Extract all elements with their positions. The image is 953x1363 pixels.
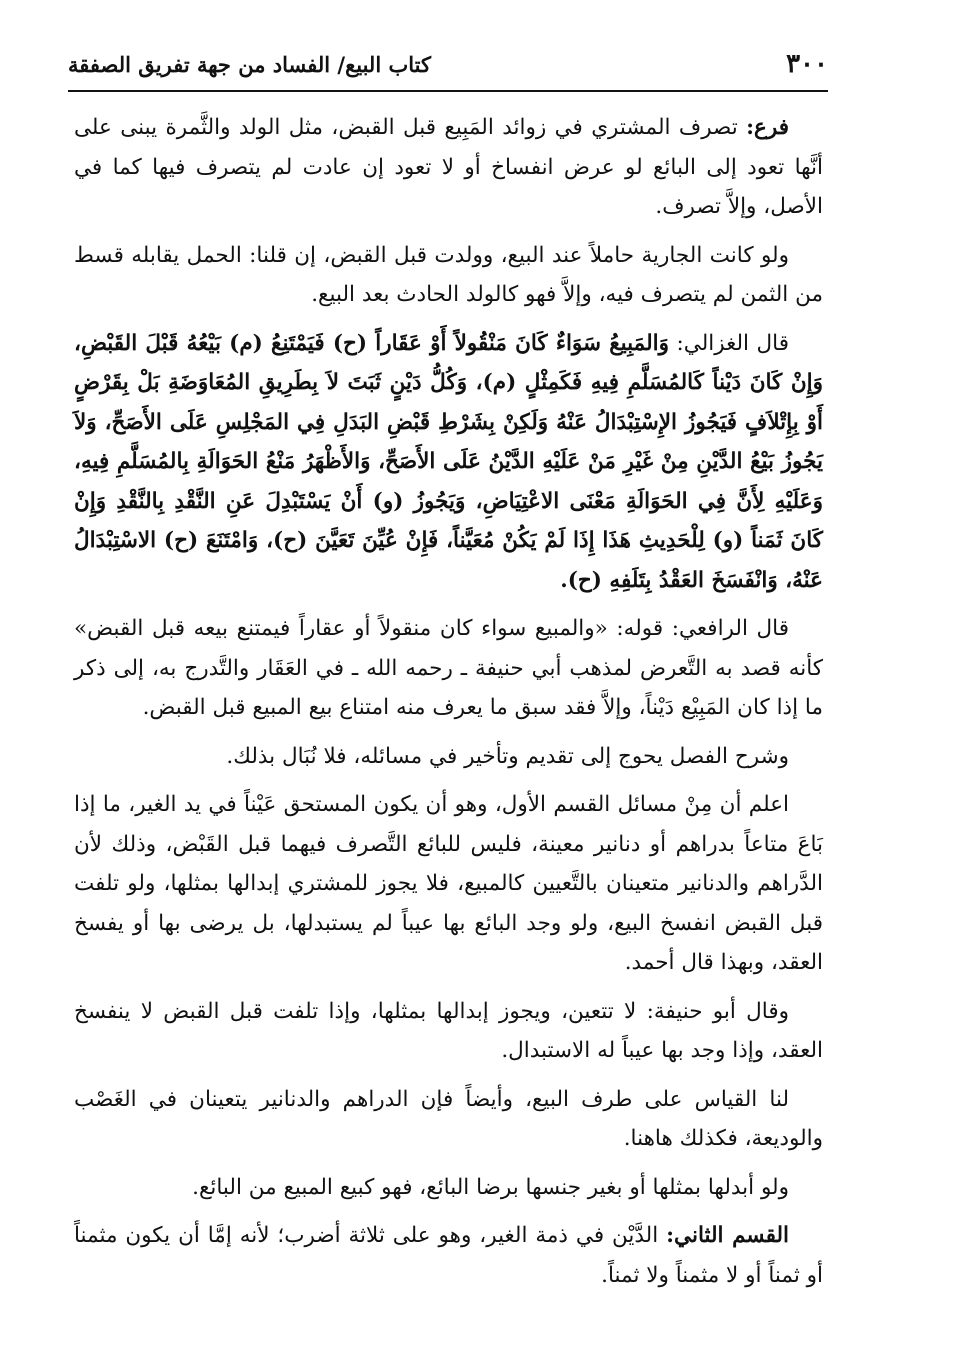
paragraph-far [74,108,823,227]
page-header [68,38,828,92]
paragraph-text: الدَّيْن في ذمة الغير، وهو على ثلاثة أضرب؛ لأنه إمَّا أن يكون مثمناً أو ثمناً أو لا مثمناً ولا ثمناً. [74,1223,823,1288]
paragraph-text: لنا القياس على طرف البيع، وأيضاً فإن الدراهم والدنانير يتعينان في الغَصْب والوديعة، فكذلك هاهنا. [74,1086,823,1151]
paragraph-analogy [74,1080,823,1159]
paragraph-text: وشرح الفصل يحوج إلى تقديم وتأخير في مسائله، فلا نُبَال بذلك. [226,743,789,769]
paragraph-exchange [74,1168,823,1208]
page-body [74,108,823,1343]
paragraph-text: ولو كانت الجارية حاملاً عند البيع، وولدت قبل القبض، إن قلنا: الحمل يقابله قسط من الثمن لم يتصرف فيه، وإلاَّ فهو كالولد الحادث بعد البيع. [74,242,823,307]
paragraph-pregnant-slave [74,236,823,315]
paragraph-text: اعلم أن مِنْ مسائل القسم الأول، وهو أن يكون المستحق عَيْناً في يد الغير، ما إذا بَاعَ متاعاً بدراهم أو دنانير معينة، فليس للبائع التَّصرف فيهما قبل القَبْض، وذلك لأن الدَّراهم والدنانير متعينان بالتَّعيين كالمبيع، فلا يجوز للمشتري إبدالها بمثلها، ولو تلفت قبل القبض انفسخ البيع، ولو وجد البائع بها عيباً لم يستبدلها، بل يرضى بها أو يفسخ العقد، وبهذا قال أحمد. [74,792,823,975]
paragraph-ghazali-matn [74,324,823,601]
paragraph-abu-hanifa [74,992,823,1071]
page-number: ٣٠٠ [786,49,828,79]
paragraph-text: وقال أبو حنيفة: لا تتعين، ويجوز إبدالها بمثلها، وإذا تلفت قبل القبض لا ينفسخ العقد، وإذا وجد بها عيباً له الاستبدال. [74,998,823,1063]
paragraph-lead: فرع: [746,115,789,140]
paragraph-second-section [74,1216,823,1295]
running-title: كتاب البيع/ الفساد من جهة تفريق الصفقة [68,51,431,77]
paragraph-first-section [74,785,823,983]
paragraph-rafii-commentary [74,609,823,728]
paragraph-text: قوله: «والمبيع سواء كان منقولاً أو عقاراً فيمتنع بيعه قبل القبض» كأنه قصد به التَّعرض لمذهب أبي حنيفة ـ رحمه الله ـ في العَقَار والتَّدرج به، إلى ذكر ما إذا كان المَبِيْع دَيْناً، وإلاَّ فقد سبق ما يعرف منه امتناع بيع المبيع قبل القبض. [74,616,823,720]
paragraph-explanation-note [74,737,823,777]
paragraph-lead: القسم الثاني: [666,1223,789,1248]
paragraph-text: تصرف المشتري في زوائد المَبِيع قبل القبض، مثل الولد والثَّمرة يبنى على أنَّها تعود إلى البائع لو عرض انفساخ أو لا تعود إن عادت لم يتصرف فيها كما في الأصل، وإلاَّ تصرف. [74,115,823,219]
paragraph-lead: قال الرافعي: [671,616,789,641]
paragraph-text: ولو أبدلها بمثلها أو بغير جنسها برضا البائع، فهو كبيع المبيع من البائع. [192,1174,789,1200]
matn-text: وَالمَبِيعُ سَوَاءٌ كَانَ مَنْقُولاً أَوْ عَقَاراً (ح) فَيَمْتَنِعُ (م) بَيْعُهُ قَبْلَ القَبْضِ، وَإِنْ كَانَ دَيْناً كَالمُسَلَّمِ فِيهِ فَكَمِثْلٍ (م)، وَكُلُّ دَيْنٍ ثَبَتَ لاَ بِطَرِيقِ المُعَاوَضَةِ بَلْ بِقَرْضٍ أَوْ بِإِتْلاَفٍ فَيَجُوزُ الإِسْتِبْدَالُ عَنْهُ وَلَكِنْ بِشَرْطِ قَبْضِ البَدَلِ فِي المَجْلِسِ عَلَى الأَصَحِّ، وَلاَ يَجُوزُ بَيْعُ الدَّيْنِ مِنْ غَيْرِ مَنْ عَلَيْهِ الدَّيْنُ عَلَى الأَصَحِّ، وَالأَظْهَرُ مَنْعُ الحَوَالَةِ بِالمُسَلَّمِ فِيهِ، وَعَلَيْهِ لِأَنَّ فِي الحَوَالَةِ مَعْنَى الاعْتِيَاضِ، وَيَجُوزُ (و) أَنْ يَسْتَبْدِلَ عَنِ النَّقْدِ بِالنَّقْدِ وَإِنْ كَانَ ثَمَناً (و) لِلْحَدِيثِ هَذَا إِذَا لَمْ يَكُنْ مُعَيَّناً، فَإِنْ عُيِّنَ تَعَيَّنَ (ح)، وَامْتَنَعَ (ح) الاسْتِبْدَالُ عَنْهُ، وَانْفَسَخَ العَقْدُ بِتَلَفِهِ (ح). [74,330,823,593]
paragraph-lead: قال الغزالي: [676,330,789,356]
